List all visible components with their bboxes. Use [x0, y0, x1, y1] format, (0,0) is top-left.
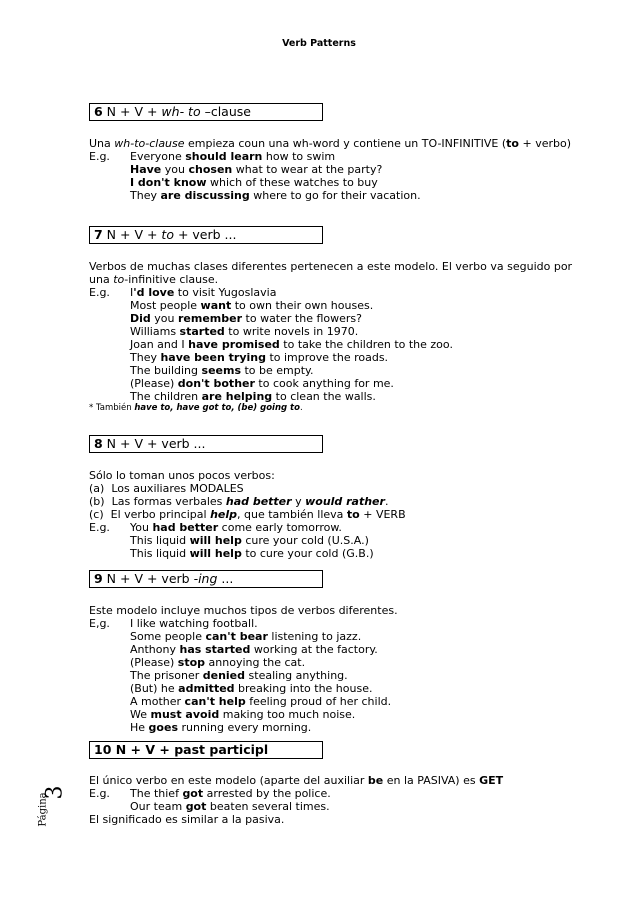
example-line: This liquid will help cure your cold (U.S.A.) [130, 534, 369, 547]
page-header: Verb Patterns [282, 38, 356, 49]
eg-label: E.g. [89, 286, 110, 299]
example-line: Anthony has started working at the factory. [130, 643, 378, 656]
example-line: The thief got arrested by the police. [130, 787, 331, 800]
example-line: The prisoner denied stealing anything. [130, 669, 348, 682]
example-line: The building seems to be empty. [130, 364, 314, 377]
section-9-intro: Este modelo incluye muchos tipos de verbos diferentes. [89, 604, 398, 617]
example-line: You had better come early tomorrow. [130, 521, 342, 534]
example-line: (Please) stop annoying the cat. [130, 656, 306, 669]
section-7-note: * También have to, have got to, (be) going to. [89, 403, 303, 413]
section-8-intro: Sólo lo toman unos pocos verbos: [89, 469, 275, 482]
page-number-value: 3 [42, 785, 68, 800]
example-line: (Please) don't bother to cook anything for me. [130, 377, 394, 390]
example-line: Most people want to own their own houses. [130, 299, 374, 312]
eg-label: E,g. [89, 617, 110, 630]
section-7-intro-cont: una to-infinitive clause. [89, 273, 219, 286]
example-line: Did you remember to water the flowers? [130, 312, 362, 325]
list-item: (b) Las formas verbales had better y would rather. [89, 495, 389, 508]
example-line: I like watching football. [130, 617, 258, 630]
example-line: They are discussing where to go for their vacation. [130, 189, 421, 202]
example-line: Joan and I have promised to take the children to the zoo. [130, 338, 453, 351]
section-10-intro: El único verbo en este modelo (aparte del auxiliar be en la PASIVA) es GET [89, 774, 504, 787]
example-line: He goes running every morning. [130, 721, 312, 734]
section-6-title: 6 N + V + wh- to –clause [89, 103, 323, 121]
example-line: Our team got beaten several times. [130, 800, 330, 813]
eg-label: E.g. [89, 150, 110, 163]
example-line: The children are helping to clean the walls. [130, 390, 376, 403]
list-item: (a) Los auxiliares MODALES [89, 482, 244, 495]
section-7-title: 7 N + V + to + verb ... [89, 226, 323, 244]
section-6-intro: Una wh-to-clause empieza coun una wh-word y contiene un TO-INFINITIVE (to + verbo) [89, 137, 572, 150]
example-line: Some people can't bear listening to jazz. [130, 630, 362, 643]
section-7-intro: Verbos de muchas clases diferentes pertenecen a este modelo. El verbo va seguido por [89, 260, 573, 273]
page-number [37, 780, 72, 840]
section-10-outro: El significado es similar a la pasiva. [89, 813, 285, 826]
example-line: They have been trying to improve the roads. [130, 351, 389, 364]
example-line: Have you chosen what to wear at the party? [130, 163, 383, 176]
example-line: (But) he admitted breaking into the house. [130, 682, 373, 695]
section-10-title: 10 N + V + past participl [89, 741, 323, 759]
example-line: I'd love to visit Yugoslavia [130, 286, 277, 299]
list-item: (c) El verbo principal help, que también lleva to + VERB [89, 508, 406, 521]
section-9-title: 9 N + V + verb -ing ... [89, 570, 323, 588]
example-line: This liquid will help to cure your cold (G.B.) [130, 547, 374, 560]
eg-label: E.g. [89, 521, 110, 534]
example-line: Everyone should learn how to swim [130, 150, 336, 163]
eg-label: E.g. [89, 787, 110, 800]
section-8-title: 8 N + V + verb ... [89, 435, 323, 453]
example-line: We must avoid making too much noise. [130, 708, 356, 721]
example-line: I don't know which of these watches to buy [130, 176, 378, 189]
example-line: A mother can't help feeling proud of her child. [130, 695, 392, 708]
example-line: Williams started to write novels in 1970. [130, 325, 359, 338]
page-number-label: Página [37, 792, 49, 827]
